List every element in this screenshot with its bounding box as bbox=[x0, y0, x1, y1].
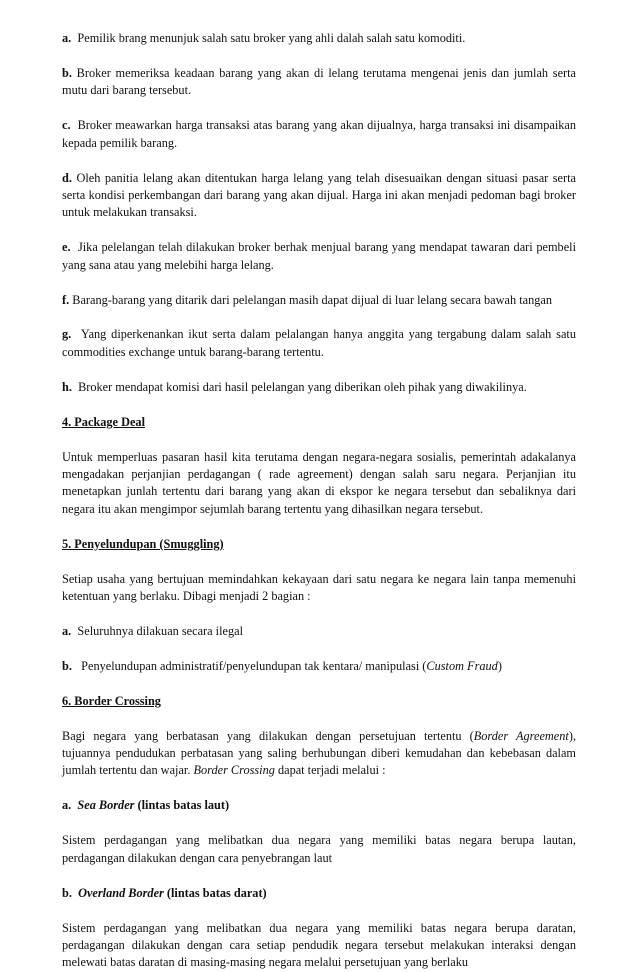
item-label: h. bbox=[62, 379, 72, 394]
paragraph-package-deal: Untuk memperluas pasaran hasil kita terutama dengan negara-negara sosialis, pemerintah adakalanya mengadakan perjanjian perdagangan ( rade agreement) dengan salah saru negara. Perjanjian itu menetapkan junlah tertentu dari barang yang akan di ekspor ke negara tersebut dan sebaliknya dari negara itu akan mengimpor sejumlah barang tertentu yang dihasilkan negara tersebut. bbox=[62, 449, 576, 516]
paragraph-overland-border: Sistem perdagangan yang melibatkan dua negara yang memiliki batas negara berupa daratan, perdagangan dilakukan dengan cara setiap pendudik negara tersebut melakukan interaksi dengan melewati batas daratan di masing-masing negara melalui persetujuan yang berlaku bbox=[62, 920, 576, 970]
subheading-overland-border bbox=[62, 885, 576, 902]
item-label: b. bbox=[62, 65, 72, 80]
item-text: Broker mendapat komisi dari hasil pelelangan yang diberikan oleh pihak yang diwakilinya. bbox=[78, 379, 527, 394]
item-text: Barang-barang yang ditarik dari pelelangan masih dapat dijual di luar lelang secara bawah tangan bbox=[72, 292, 552, 307]
item-label: a. bbox=[62, 31, 72, 45]
paragraph-border-crossing bbox=[62, 728, 576, 780]
item-label: a. bbox=[62, 623, 72, 638]
list-item-smuggling-b bbox=[62, 658, 576, 675]
section-heading-package-deal: 4. Package Deal bbox=[62, 414, 145, 429]
subheading-italic: Overland Border bbox=[78, 885, 164, 900]
subheading-label: a. bbox=[62, 798, 72, 813]
item-text: Broker memeriksa keadaan barang yang akan di lelang terutama mengenai jenis dan jumlah serta mutu dari barang tersebut. bbox=[62, 65, 577, 98]
list-item-e bbox=[62, 239, 576, 274]
italic-term: Border Agreement bbox=[473, 728, 569, 743]
item-label: f. bbox=[62, 292, 70, 307]
item-label: d. bbox=[62, 170, 72, 185]
list-item-c bbox=[62, 117, 576, 152]
text-run: Bagi negara yang berbatasan yang dilakukan dengan persetujuan tertentu ( bbox=[62, 728, 474, 743]
section-heading-border-crossing: 6. Border Crossing bbox=[62, 693, 161, 708]
item-text: Yang diperkenankan ikut serta dalam pelalangan hanya anggita yang tergabung dalam salah satu commodities exchange untuk barang-barang tertentu. bbox=[62, 327, 576, 359]
paragraph-sea-border: Sistem perdagangan yang melibatkan dua negara yang memiliki batas negara berupa lautan, perdagangan dilakukan dengan cara penyebrangan laut bbox=[62, 833, 576, 865]
list-item-a bbox=[62, 30, 576, 47]
paragraph-smuggling: Setiap usaha yang bertujuan memindahkan kekayaan dari satu negara ke negara lain tanpa memenuhi ketentuan yang berlaku. Dibagi menjadi 2 bagian : bbox=[62, 571, 576, 604]
text-run: ), tujuannya pendudukan perbatasan yang saling berhubungan diberi kemudahan dan kebebasan dalam jumlah tertentu dan wajar. bbox=[62, 728, 577, 778]
list-item-g bbox=[62, 326, 576, 361]
item-text: Penyelundupan administratif/penyelundupan tak kentara/ manipulasi ( bbox=[81, 658, 427, 673]
subheading-italic: Sea Border bbox=[77, 798, 135, 813]
section-heading-smuggling: 5. Penyelundupan (Smuggling) bbox=[62, 536, 224, 551]
item-text: Seluruhnya dilakuan secara ilegal bbox=[77, 623, 243, 638]
subheading-sea-border bbox=[62, 797, 576, 814]
subheading-text: (lintas batas darat) bbox=[166, 885, 267, 900]
list-item-f bbox=[62, 292, 576, 309]
list-item-b bbox=[62, 65, 576, 100]
item-text-after: ) bbox=[497, 658, 502, 673]
item-italic-term: Custom Fraud bbox=[426, 658, 498, 673]
item-text: Pemilik brang menunjuk salah satu broker yang ahli dalah salah satu komoditi. bbox=[77, 31, 466, 45]
text-run: dapat terjadi melalui : bbox=[274, 763, 386, 778]
item-text: Oleh panitia lelang akan ditentukan harga lelang yang telah disesuaikan dengan situasi pasar serta serta kondisi perkembangan dari barang yang akan dijual. Harga ini akan menjadi pedoman bagi broker untuk melakukan transaksi. bbox=[62, 170, 576, 220]
subheading-label: b. bbox=[62, 885, 72, 900]
item-text: Broker meawarkan harga transaksi atas barang yang akan dijualnya, harga transaksi ini disampaikan kepada pemilik barang. bbox=[62, 118, 576, 150]
list-item-h bbox=[62, 379, 576, 396]
subheading-text: (lintas batas laut) bbox=[137, 798, 230, 813]
item-label: e. bbox=[62, 240, 71, 255]
item-label: c. bbox=[62, 118, 71, 133]
item-text: Jika pelelangan telah dilakukan broker berhak menjual barang yang mendapat tawaran dari pembeli yang sana atau yang melebihi harga lelang. bbox=[62, 240, 576, 272]
item-label: b. bbox=[62, 658, 72, 673]
list-item-d bbox=[62, 170, 576, 222]
italic-term: Border Crossing bbox=[193, 763, 275, 778]
list-item-smuggling-a bbox=[62, 623, 576, 640]
item-label: g. bbox=[62, 327, 72, 342]
